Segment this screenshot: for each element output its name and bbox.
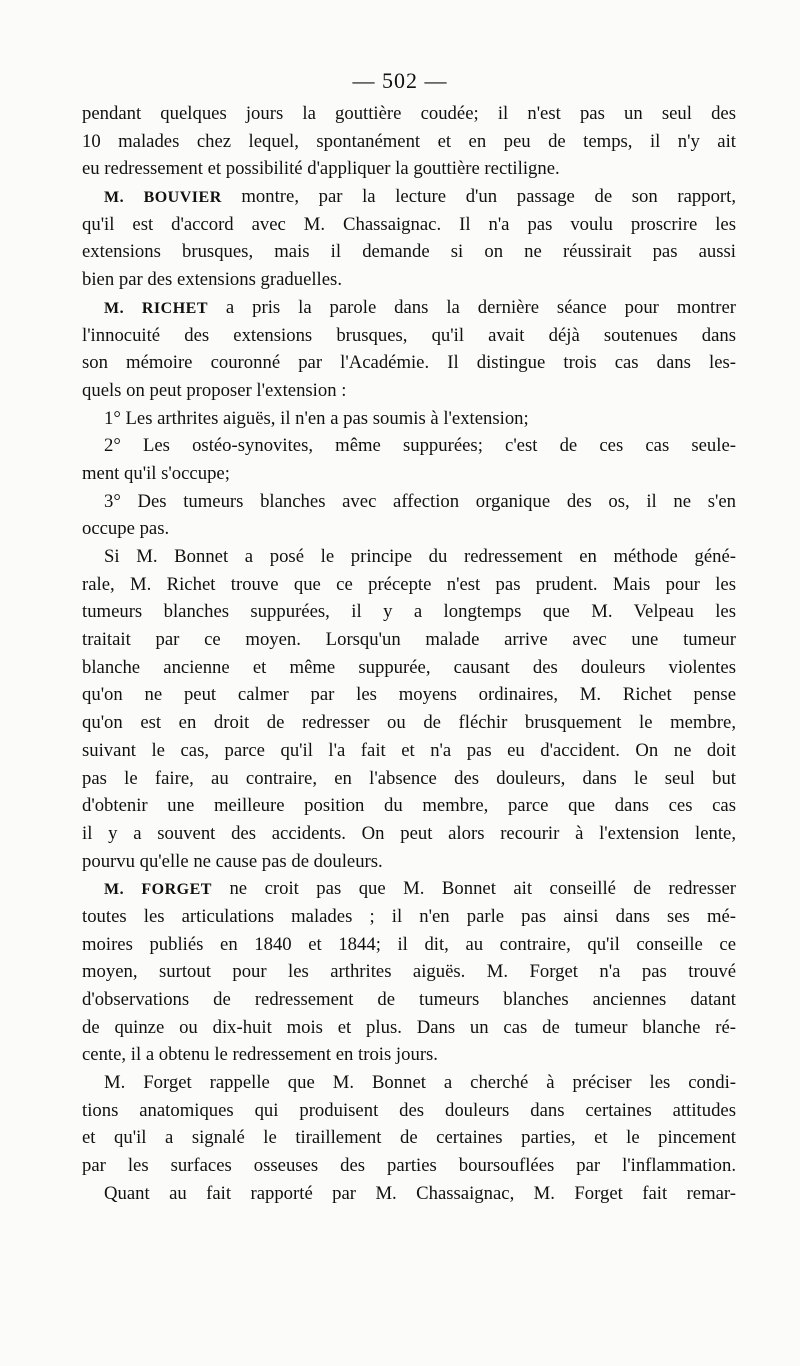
- text-line: eu redressement et possibilité d'appliquer la gouttière rectiligne.: [82, 158, 560, 180]
- speaker-name: M. FORGET: [104, 881, 212, 899]
- text-line: [82, 875, 736, 903]
- text-line: qu'on ne peut calmer par les moyens ordinaires, M. Richet pense: [82, 684, 736, 706]
- text-line: ment qu'il s'occupe;: [82, 462, 230, 484]
- text-line: il y a souvent des accidents. On peut alors recourir à l'extension lente,: [82, 822, 736, 844]
- text-line: et qu'il a signalé le tiraillement de certaines parties, et le pincement: [82, 1127, 736, 1149]
- speaker-text: montre, par la lecture d'un passage de son rapport,: [221, 186, 736, 208]
- speaker-name: M. RICHET: [104, 299, 208, 317]
- text-line: Quant au fait rapporté par M. Chassaignac, M. Forget fait remar-: [104, 1182, 736, 1204]
- text-line: par les surfaces osseuses des parties boursouflées par l'inflammation.: [82, 1155, 736, 1177]
- speaker-text: a pris la parole dans la dernière séance pour montrer: [208, 296, 736, 318]
- page-number: — 502 —: [352, 68, 448, 93]
- text-line: pas le faire, au contraire, en l'absence des douleurs, dans le seul but: [82, 767, 736, 789]
- text-line: 10 malades chez lequel, spontanément et en peu de temps, il n'y ait: [82, 130, 736, 152]
- text-line: d'observations de redressement de tumeurs blanches anciennes datant: [82, 989, 736, 1010]
- speaker-text: ne croit pas que M. Bonnet ait conseillé de redresser: [211, 878, 736, 900]
- text-line: extensions brusques, mais il demande si on ne réussirait pas aussi: [82, 241, 736, 263]
- body-text: [82, 100, 736, 1208]
- text-line: qu'on est en droit de redresser ou de fléchir brusquement le membre,: [82, 712, 736, 734]
- text-line: 1° Les arthrites aiguës, il n'en a pas soumis à l'extension;: [104, 407, 529, 429]
- text-line: blanche ancienne et même suppurée, causant des douleurs violentes: [82, 656, 736, 678]
- text-line: rale, M. Richet trouve que ce précepte n'est pas prudent. Mais pour les: [82, 573, 736, 595]
- text-line: moyen, surtout pour les arthrites aiguës. M. Forget n'a pas trouvé: [82, 961, 736, 983]
- speaker-name: M. BOUVIER: [104, 189, 222, 207]
- text-line: toutes les articulations malades ; il n'en parle pas ainsi dans ses mé-: [82, 905, 736, 927]
- text-line: qu'il est d'accord avec M. Chassaignac. Il n'a pas voulu proscrire les: [82, 213, 736, 235]
- text-line: suivant le cas, parce qu'il l'a fait et n'a pas eu d'accident. On ne doit: [82, 739, 736, 761]
- text-line: bien par des extensions graduelles.: [82, 269, 342, 291]
- text-line: son mémoire couronné par l'Académie. Il distingue trois cas dans les-: [82, 352, 736, 374]
- text-line: traitait par ce moyen. Lorsqu'un malade arrive avec une tumeur: [82, 629, 736, 651]
- text-line: Si M. Bonnet a posé le principe du redressement en méthode géné-: [104, 546, 736, 567]
- text-line: M. Forget rappelle que M. Bonnet a cherché à préciser les condi-: [104, 1072, 736, 1094]
- text-line: tumeurs blanches suppurées, il y a longtemps que M. Velpeau les: [82, 601, 736, 623]
- text-line: [82, 294, 736, 322]
- text-line: d'obtenir une meilleure position du membre, parce que dans ces cas: [82, 795, 736, 817]
- text-line: quels on peut proposer l'extension :: [82, 379, 347, 401]
- text-line: de quinze ou dix-huit mois et plus. Dans un cas de tumeur blanche ré-: [82, 1016, 736, 1038]
- text-line: cente, il a obtenu le redressement en trois jours.: [82, 1044, 438, 1066]
- text-line: l'innocuité des extensions brusques, qu'il avait déjà soutenues dans: [82, 324, 736, 346]
- text-line: occupe pas.: [82, 518, 170, 540]
- text-line: 3° Des tumeurs blanches avec affection organique des os, il ne s'en: [104, 490, 736, 512]
- text-line: pendant quelques jours la gouttière coudée; il n'est pas un seul des: [82, 103, 736, 124]
- text-line: pourvu qu'elle ne cause pas de douleurs.: [82, 850, 383, 872]
- text-line: [82, 183, 736, 211]
- text-line: moires publiés en 1840 et 1844; il dit, au contraire, qu'il conseille ce: [82, 933, 736, 955]
- text-line: tions anatomiques qui produisent des douleurs dans certaines attitudes: [82, 1099, 736, 1121]
- text-line: 2° Les ostéo-synovites, même suppurées; c'est de ces cas seule-: [104, 435, 736, 457]
